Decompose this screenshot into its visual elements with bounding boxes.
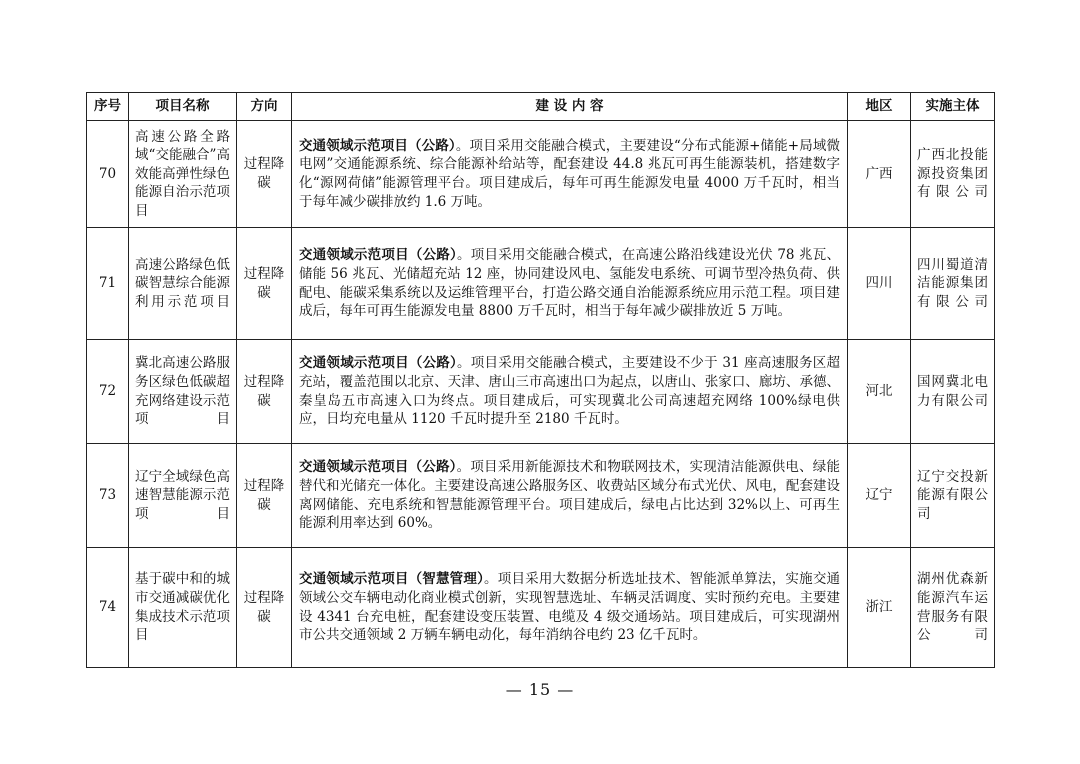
table-row xyxy=(87,340,995,444)
header-project-name: 项目名称 xyxy=(129,93,237,121)
header-org: 实施主体 xyxy=(911,93,995,121)
row-index: 70 xyxy=(87,121,129,228)
table-row xyxy=(87,228,995,340)
row-content xyxy=(292,548,848,668)
row-content-body: 。项目采用交能融合模式，主要建设“分布式能源+储能+局域微电网”交通能源系统、综合能源补给站等，配套建设 44.8 兆瓦可再生能源装机，搭建数字化“源网荷储”能源管理平台。项目建成后，每年可再生能源发电量 4000 万千瓦时，相当于每年减少碳排放约 1.6 万吨。 xyxy=(299,137,841,210)
row-org: 国网冀北电力有限公司 xyxy=(911,340,995,444)
page-number: — 15 — xyxy=(505,680,575,699)
row-content-lead: 交通领域示范项目（公路） xyxy=(299,247,458,264)
header-content: 建 设 内 容 xyxy=(292,93,848,121)
row-direction: 过程降碳 xyxy=(237,548,292,668)
row-content-body: 。项目采用大数据分析选址技术、智能派单算法，实施交通领域公交车辆电动化商业模式创新，实现智慧选址、车辆灵活调度、实时预约充电。主要建设 4341 台充电桩，配套建设变压装置、电缆及 4 级交通场站。项目建成后，可实现湖州市公共交通领域 2 万辆车辆电动化，每年消纳谷电约 23 亿千瓦时。 xyxy=(299,571,841,644)
row-region: 浙江 xyxy=(848,548,911,668)
row-project-name: 基于碳中和的城市交通减碳优化集成技术示范项目 xyxy=(129,548,237,668)
row-direction: 过程降碳 xyxy=(237,340,292,444)
table-row xyxy=(87,548,995,668)
row-direction: 过程降碳 xyxy=(237,228,292,340)
row-project-name: 高速公路绿色低碳智慧综合能源利用示范项目 xyxy=(129,228,237,340)
row-org: 广西北投能源投资集团有限公司 xyxy=(911,121,995,228)
row-region: 辽宁 xyxy=(848,444,911,548)
row-project-name: 冀北高速公路服务区绿色低碳超充网络建设示范项目 xyxy=(129,340,237,444)
row-region: 广西 xyxy=(848,121,911,228)
row-org: 辽宁交投新能源有限公司 xyxy=(911,444,995,548)
row-index: 72 xyxy=(87,340,129,444)
row-content xyxy=(292,444,848,548)
row-content-lead: 交通领域示范项目（公路） xyxy=(299,355,458,372)
row-project-name: 辽宁全域绿色高速智慧能源示范项目 xyxy=(129,444,237,548)
row-content-lead: 交通领域示范项目（智慧管理） xyxy=(299,571,485,588)
row-index: 74 xyxy=(87,548,129,668)
row-org: 湖州优森新能源汽车运营服务有限公司 xyxy=(911,548,995,668)
row-index: 71 xyxy=(87,228,129,340)
row-content xyxy=(292,121,848,228)
row-content-lead: 交通领域示范项目（公路） xyxy=(299,137,456,154)
projects-table xyxy=(86,92,995,668)
row-region: 四川 xyxy=(848,228,911,340)
row-direction: 过程降碳 xyxy=(237,121,292,228)
row-org: 四川蜀道清洁能源集团有限公司 xyxy=(911,228,995,340)
row-region: 河北 xyxy=(848,340,911,444)
table-header-row xyxy=(87,93,995,121)
row-project-name: 高速公路全路域“交能融合”高效能高弹性绿色能源自治示范项目 xyxy=(129,121,237,228)
row-content-body: 。项目采用交能融合模式，在高速公路沿线建设光伏 78 兆瓦、储能 56 兆瓦、光储超充站 12 座，协同建设风电、氢能发电系统、可调节型冷热负荷、供配电、能碳采集系统以及运维管理平台，打造公路交通自治能源系统应用示范工程。项目建成后，每年可再生能源发电量 8800 万千瓦时，相当于每年减少碳排放近 5 万吨。 xyxy=(299,247,840,320)
header-direction: 方向 xyxy=(237,93,292,121)
row-content-body: 。项目采用交能融合模式，主要建设不少于 31 座高速服务区超充站，覆盖范围以北京、天津、唐山三市高速出口为起点，以唐山、张家口、廊坊、承德、秦皇岛五市高速入口为终点。项目建成后，可实现冀北公司高速超充网络 100%绿电供应，日均充电量从 1120 千瓦时提升至 2180 千瓦时。 xyxy=(299,355,840,428)
header-region: 地区 xyxy=(848,93,911,121)
row-content-body: 。项目采用新能源技术和物联网技术，实现清洁能源供电、绿能替代和光储充一体化。主要建设高速公路服务区、收费站区域分布式光伏、风电，配套建设离网储能、充电系统和智慧能源管理平台。项目建成后，绿电占比达到 32%以上、可再生能源利用率达到 60%。 xyxy=(299,459,841,532)
row-content xyxy=(292,228,848,340)
header-index: 序号 xyxy=(87,93,129,121)
row-content xyxy=(292,340,848,444)
row-index: 73 xyxy=(87,444,129,548)
table-row xyxy=(87,444,995,548)
table-row xyxy=(87,121,995,228)
row-content-lead: 交通领域示范项目（公路） xyxy=(299,459,457,476)
row-direction: 过程降碳 xyxy=(237,444,292,548)
